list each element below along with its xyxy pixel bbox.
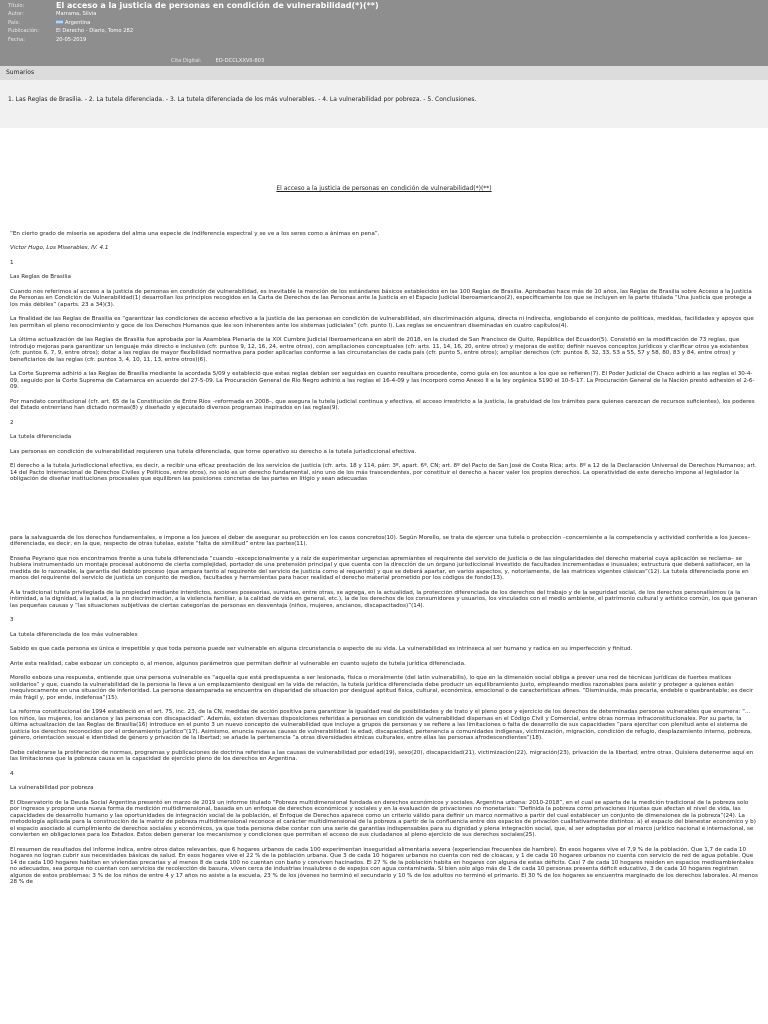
meta-value-country: [56, 19, 90, 27]
section-heading: Las Reglas de Brasilia: [10, 274, 71, 280]
cita-label: Cita Digital:: [171, 58, 202, 64]
paragraph: Las personas en condición de vulnerabilidad requieren una tutela diferenciada, que torne operativo su derecho a la tutela jurisdiccional efectiva.: [10, 448, 417, 455]
paragraph: Debe celebrarse la proliferación de normas, programas y publicaciones de doctrina referidas a las causas de vulnerabilidad por edad(19), sexo(20), discapacidad(21), victimización(22), migración(23), privación de la libertad, entre otras. Quisiera detenerme aquí en las limitaciones que la pobreza causa en la capacidad de ejercicio pleno de los derechos en Argentina.: [10, 749, 754, 762]
meta-row-date: [8, 36, 760, 44]
meta-row-title: [8, 2, 760, 10]
meta-key: País:: [8, 19, 20, 26]
paragraph: para la salvaguarda de los derechos fundamentales, e impone a los jueces el deber de asegurar su protección en los casos concretos(10). Según Morello, se trata de ejercer una tutela o protección –concerniente a la competencia y actividad conferida a los jueces– diferenciada, es decir, en la que, respecto de otras tutelas, existe “falta de similitud” entre las partes(11).: [10, 534, 751, 547]
meta-row-publication: [8, 27, 760, 35]
meta-key: Autor:: [8, 11, 24, 18]
paragraph: El Observatorio de la Deuda Social Argentina presentó en marzo de 2019 un informe titulado “Pobreza multidimensional fundada en derechos económicos y sociales. Argentina urbana: 2010-2018”, en el cual se aparta de la medición tradicional de la pobreza solo por ingresos y propone una nueva forma de medición multidimensional, basada en un enfoque de derechos económicos y sociales y en la evaluación de privaciones no monetarias: “Definida la pobreza como privaciones injustas que afectan el nivel de vida, las capacidades de desarrollo humano y las oportunidades de integración social de la población, el Enfoque de Derechos aparece como un criterio válido para definir un marco normativo a partir del cual establecer un conjunto de dimensiones de la pobreza”(24). La metodología aplicada para la construcción de la matriz de pobreza multidimensional reconoce el carácter multidimensional de la pobreza a partir de la confluencia entre dos espacios de privación cualitativamente distintos: a) el espacio del bienestar económico y b) el espacio asociado al cumplimiento de derechos sociales y económicos, ya que toda persona debe contar con una serie de garantías indispensables para su dignidad y plena integración social, que, al ser adoptadas por el marco jurídico nacional e internacional, se convierten en obligaciones para los Estados. Estos deben generar los mecanismos y condiciones que permitan el acceso de sus ciudadanos al pleno ejercicio de sus derechos sociales(25).: [10, 799, 756, 838]
document-metadata: [0, 0, 768, 66]
cita-digital: [171, 58, 264, 64]
paragraph: Cuando nos referimos al acceso a la justicia de personas en condición de vulnerabilidad, es inevitable la mención de los estándares básicos establecidos en las 100 Reglas de Brasilia. Aprobadas hace más de 10 años, las Reglas de Brasilia sobre Acceso a la Justicia de Personas en Condición de Vulnerabilidad(1) desarrollan los principios recogidos en la Carta de Derechos de las Personas ante la Justicia en el Espacio Judicial Iberoamericano(2), específicamente los que se incluyen en la parte titulada “Una justicia que protege a los más débiles” (aparts. 23 a 34)(3).: [10, 288, 752, 308]
paragraph: El resumen de resultados del informe indica, entre otros datos relevantes, que 6 hogares urbanos de cada 100 experimentan inseguridad alimentaria severa (experiencias frecuentes de hambre). En esos hogares vive el 7,9 % de la población. Que 1,7 de cada 10 hogares no logran cubrir sus necesidades básicas de salud. En esos hogares vive el 22 % de la población urbana. Que 3 de cada 10 hogares urbanos no cuenta con red de cloacas, y 1 de cada 10 hogares urbanos no cuenta con servicio de red de agua potable. Que 14 de cada 100 hogares habitan en viviendas precarias y al menos 8 de cada 100 no cuentan con baño y conviven hacinados. El 27 % de la población habita en hogares con alguna de estas déficits. Casi 7 de cada 10 hogares residen en espacios medioambientales no adecuados, sea porque no cuentan con servicios de recolección de basura, viven cerca de industrias insalubres o de espejos con agua contaminada. Si bien solo algo más de 1 de cada 10 personas presenta déficit educativo, 3 de cada 10 hogares registran algunos de estos problemas: 3 % de los niños de entre 4 y 17 años no asiste a la escuela, 23 % de los jóvenes no terminó el secundario y 10 % de los adultos no terminó el primario. El 30 % de los hogares se encuentra marginado de los derechos laborales. Al menos 28 % de: [10, 846, 758, 885]
paragraph: La última actualización de las Reglas de Brasilia fue aprobada por la Asamblea Plenaria de la XIX Cumbre Judicial Iberoamericana en abril de 2018, en la ciudad de San Francisco de Quito, República del Ecuador(5). Consistió en la modificación de 73 reglas, que introdujo mejoras para garantizar un lenguaje más directo e inclusivo (cfr. puntos 9, 12, 16, 24, entre otros), con ampliaciones conceptuales (cfr. arts. 11, 14, 16, 20, entre otros) y mejoras de estilo; definir nuevos conceptos jurídicos y clarificar otros ya existentes (cfr. puntos 6, 7, 9, entre otros); dotar a las reglas de mayor flexibilidad normativa para poder aplicarlas conforme a las circunstancias de cada país (cfr. punto 5, entre otros); ampliar derechos (cfr. puntos 8, 32, 33, 53 a 55, 57 y 58, 80, 83 y 84, entre otros) y beneficiarios de las reglas (cfr. puntos 3, 4, 10, 11, 13, entre otros)(6).: [10, 337, 749, 363]
meta-key: Fecha:: [8, 36, 25, 43]
meta-value: 20-05-2019: [56, 36, 87, 43]
paragraph: La Corte Suprema adhirió a las Reglas de Brasilia mediante la acordada 5/09 y estableció que estas reglas debían ser seguidas en cuanto resultara procedente, como guía en los asuntos a los que se refieren(7). El Poder Judicial de Chaco adhirió a las reglas el 30-4-09, seguido por la Corte Suprema de Catamarca en acuerdo del 27-5-09. La Procuración General de Río Negro adhirió a las reglas el 16-4-09 y las incorporó como Anexo II a la ley orgánica 5190 el 10-5-17. La Procuración General de la Nación prestó adhesión el 2-6-09.: [10, 371, 755, 390]
section-heading: La tutela diferenciada: [10, 434, 72, 440]
paragraph: Sabido es que cada persona es única e irrepetible y que toda persona puede ser vulnerable en alguna circunstancia o aspecto de su vida. La vulnerabilidad es intrínseca al ser humano y radica en su imperfección y finitud.: [10, 646, 633, 652]
section-number: 1: [10, 259, 14, 266]
paragraph: Ante esta realidad, cabe esbozar un concepto o, al menos, algunos parámetros que permitan definir al vulnerable en cuanto sujeto de tutela jurídica diferenciada.: [10, 660, 466, 667]
epigraph: “En cierto grado de miseria se apodera del alma una especie de indiferencia espectral y se ve a los seres como a ánimas en pena”.: [10, 230, 380, 237]
cita-value: ED-DCCLXXVII-803: [215, 58, 265, 64]
paragraph: Enseña Peyrano que nos encontramos frente a una tutela diferenciada “cuando –excepcionalmente y a raíz de experimentar urgencias apremiantes el requirente del servicio de justicia o de las singularidades del derecho material cuya aplicación se reclama– se hubiera instrumentado un montaje procesal autónomo de cierta complejidad, portador de una pretensión principal y que cuenta con la dirección de un órgano jurisdiccional investido de facultades incrementadas e inusuales; estructura que deberá satisfacer, en la medida de lo razonable, la garantía del debido proceso (que ampara tanto al requirente del servicio de justicia como al requerido) y que se deberá apartar, en varios aspectos, y, notoriamente, de las matrices vigentes clásicas”(12). La tutela diferenciada pone en manos del requirente del servicio de justicia un conjunto de medios, facultades y herramientas para hacer realidad el derecho material prometido por los códigos de fondo(13).: [10, 555, 751, 581]
paragraph: Morello esboza una respuesta, entiende que una persona vulnerable es “aquella que está predispuesta a ser lesionada, física o moralmente (del latín vulnerabilis), lo que en la dimensión social obliga a prever una red de técnicas jurídicas de fuertes matices solidarios” y que, cuando la vulnerabilidad de la persona la lleva a un emplazamiento desigual en la vida de relación, la tutela jurídica diferenciada debe producir un equilibramiento justo, empleando medios razonables para asistir y proteger a quienes están inequívocamente en una situación de inferioridad. La persona desamparada se encuentra en disparidad de situación por desigual aptitud física, cultural, económica, emocional o de características afines. “Disminuida, más precaria, endeble o quebrantable; es decir más frágil y, por ende, indefensa”(15).: [10, 675, 754, 701]
section-number: 3: [10, 617, 14, 623]
sumarios-content: 1. Las Reglas de Brasilia. - 2. La tutela diferenciada. - 3. La tutela diferenciada de los más vulnerables. - 4. La vulnerabilidad por pobreza. - 5. Conclusiones.: [0, 80, 768, 128]
paragraph: A la tradicional tutela privilegiada de la propiedad mediante interdictos, acciones posesorias, sumarias, entre otras, se agrega, en la actualidad, la protección diferenciada de los derechos del trabajo y de la seguridad social, de los derechos personalísimos (a la intimidad, a la dignidad, a la salud, a la no discriminación, a la violencia familiar, a la calidad de vida en general, etc.), la de los derechos de los consumidores y usuarios, los vinculados con el medio ambiente, el patrimonio cultural y artístico común, los que generan las pequeñas causas y “las situaciones subjetivas de ciertas categorías de personas en desventaja (niños, mujeres, ancianos, discapacitados)”(14).: [10, 589, 758, 609]
section-heading: La tutela diferenciada de los más vulnerables: [10, 631, 138, 638]
section-heading: La vulnerabilidad por pobreza: [10, 785, 94, 791]
page-break: [10, 491, 758, 535]
meta-value: El Derecho - Diario, Tomo 282: [56, 28, 134, 35]
section-number: 2: [10, 419, 14, 426]
epigraph-source: Victor Hugo, Los Miserables, IV. 4.1: [10, 245, 109, 251]
document-title: El acceso a la justicia de personas en condición de vulnerabilidad(*)(**): [276, 185, 492, 192]
section-number: 4: [10, 770, 14, 777]
country-name: Argentina: [65, 19, 91, 26]
meta-row-author: [8, 10, 760, 18]
meta-value: El acceso a la justicia de personas en condición de vulnerabilidad(*)(**): [56, 1, 379, 10]
paragraph: La reforma constitucional de 1994 estableció en el art. 75, inc. 23, de la CN, medidas de acción positiva para garantizar la igualdad real de posibilidades y de trato y el pleno goce y ejercicio de los derechos de determinadas personas vulnerables que enumera: “... los niños, las mujeres, los ancianos y las personas con discapacidad”. Además, existen diversas disposiciones referidas a personas en condición de vulnerabilidad dispersas en el Código Civil y Comercial, entre otras normas infraconstitucionales. Por su parte, la última actualización de las Reglas de Brasilia(16) introduce en el punto 3 un nuevo concepto de vulnerabilidad que incluye a grupos de personas y se refiere a las limitaciones o falta de desarrollo de sus capacidades “para ejercitar con plenitud ante el sistema de justicia los derechos reconocidos por el ordenamiento jurídico”(17). Asimismo, enuncia nuevas causas de vulnerabilidad: la edad, discapacidad, pertenencia a comunidades indígenas, victimización, migración, condición de refugio, desplazamiento interno, pobreza, género, orientación sexual e identidad de género y privación de la libertad; se añade la pertenencia “a otras diversidades étnicas culturales, entre ellas las personas afrodescendientes”(18).: [10, 709, 752, 741]
meta-row-country: [8, 19, 760, 27]
meta-value: Marrama, Silvia: [56, 11, 97, 18]
meta-key: Publicación:: [8, 28, 40, 35]
document-body: [0, 186, 768, 886]
meta-key: Título:: [8, 3, 25, 9]
argentina-flag-icon: [56, 20, 63, 24]
sumarios-header: Sumarios: [0, 66, 768, 80]
paragraph: El derecho a la tutela jurisdiccional efectiva, es decir, a recibir una eficaz prestación de los servicios de justicia (cfr. arts. 18 y 114, párr. 3º, apart. 6º, CN; art. 8º del Pacto de San José de Costa Rica; arts. 8º a 12 de la Declaración Universal de Derechos Humanos; art. 14 del Pacto Internacional de Derechos Civiles y Políticos, entre otros), no solo es un derecho fundamental, sino uno de los más trascendentes, por constituir el derecho a hacer valer los propios derechos. La operatividad de este derecho impone al legislador la obligación de diseñar instituciones procesales que equilibren las posiciones concretas de las partes en litigio y sean adecuadas: [10, 463, 757, 482]
paragraph: Por mandato constitucional (cfr. art. 65 de la Constitución de Entre Ríos –reformada en 2008–, que asegura la tutela judicial continua y efectiva, el acceso irrestricto a la justicia, la gratuidad de los trámites para quienes carezcan de recursos suficientes), los poderes del Estado entrerriano han dictado normas(8) y diseñado y ejecutado diversos programas inspirados en las reglas(9).: [10, 398, 755, 411]
paragraph: La finalidad de las Reglas de Brasilia es “garantizar las condiciones de acceso efectivo a la justicia de las personas en condición de vulnerabilidad, sin discriminación alguna, directa ni indirecta, englobando el conjunto de políticas, medidas, facilidades y apoyos que les permitan el pleno reconocimiento y goce de los Derechos Humanos que les son inherentes ante los sistemas judiciales” (cfr. punto I). Las reglas se encuentran diseminadas en cuatro capítulos(4).: [10, 316, 754, 329]
